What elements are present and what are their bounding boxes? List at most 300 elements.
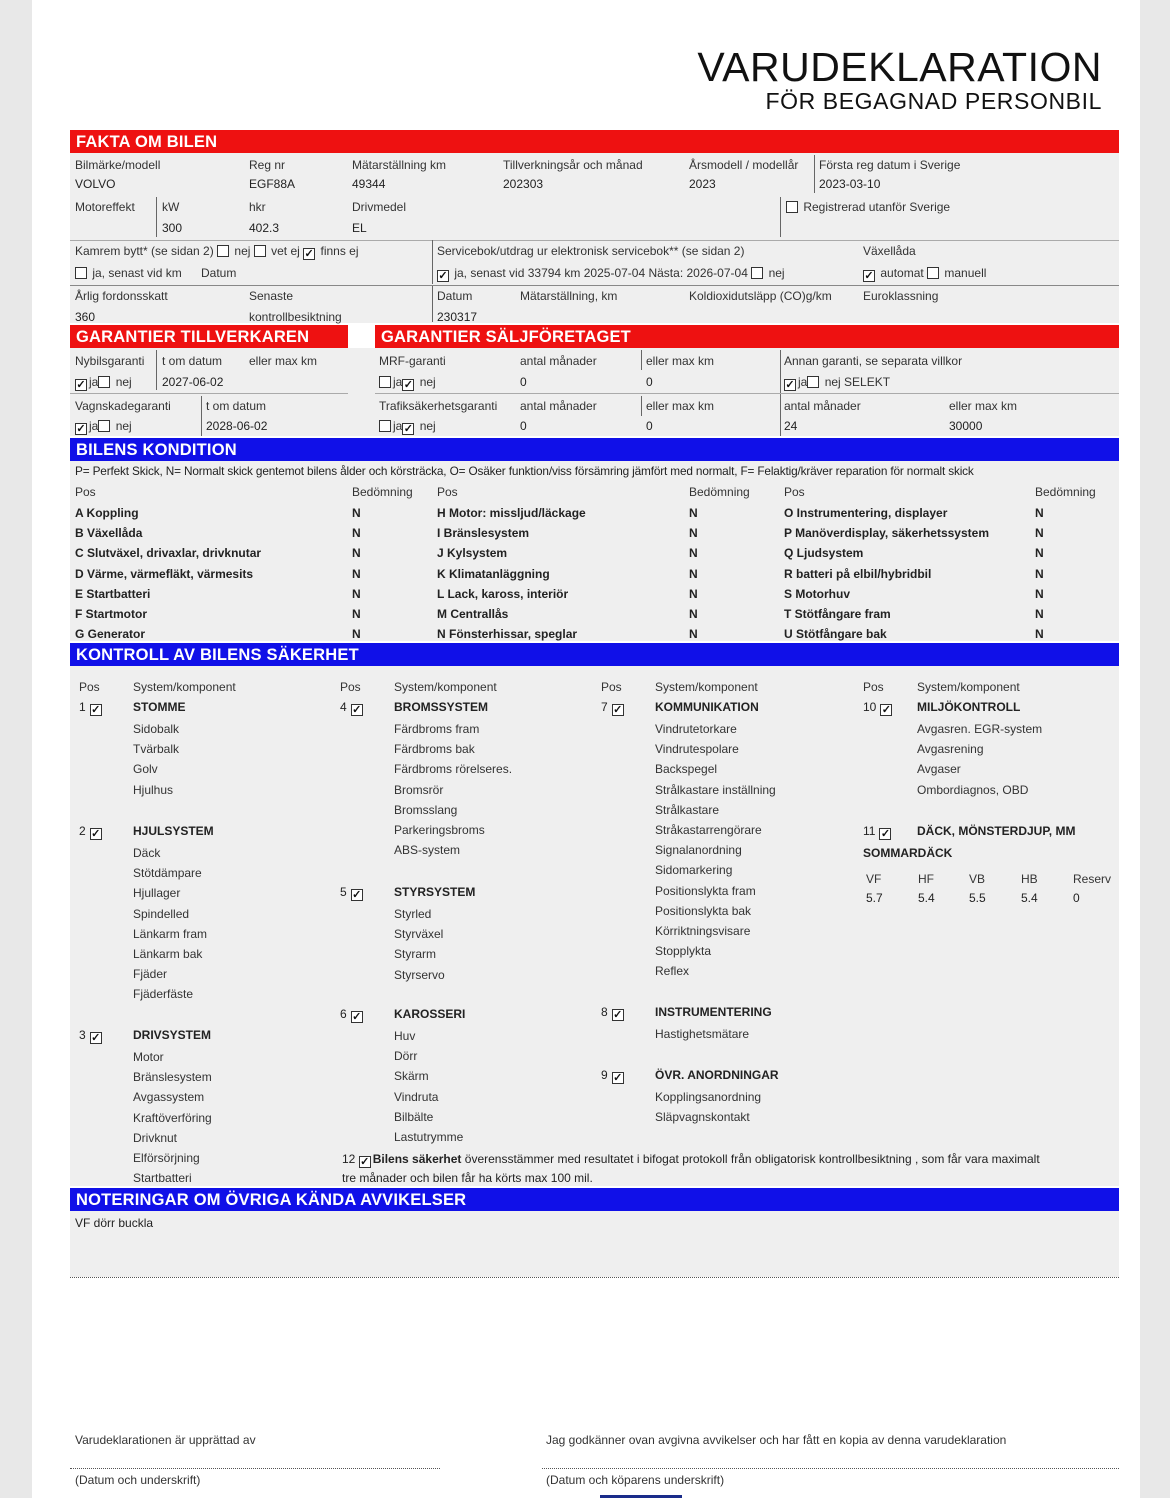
label-vagnskadegaranti: Vagnskadegaranti bbox=[75, 399, 171, 413]
kontroll-item: Dörr bbox=[394, 1049, 418, 1064]
checkbox-kamrem-ja[interactable] bbox=[75, 267, 87, 279]
label-kamrem: Kamrem bytt* (se sidan 2) bbox=[75, 244, 214, 258]
checkbox-icon[interactable]: ✓ bbox=[613, 704, 623, 716]
value-bilmarke[interactable]: VOLVO bbox=[75, 177, 116, 191]
kondition-item: D Värme, värmefläkt, värmesits bbox=[75, 566, 254, 581]
tyre-value[interactable]: 0 bbox=[1073, 891, 1080, 905]
divider bbox=[641, 350, 642, 370]
label-finnsej: finns ej bbox=[320, 244, 359, 258]
kontroll-item: Länkarm bak bbox=[133, 947, 203, 961]
kontroll-group-title: BROMSSYSTEM bbox=[394, 700, 489, 714]
checkbox-pos12[interactable]: ✓ bbox=[360, 1156, 370, 1168]
kontroll-group-title: STOMME bbox=[133, 700, 186, 714]
label-tillv: Tillverkningsår och månad bbox=[503, 158, 643, 172]
label-system-komponent: System/komponent bbox=[133, 680, 236, 694]
kondition-item: N Fönsterhissar, speglar bbox=[437, 627, 578, 642]
value-trafik-km[interactable]: 0 bbox=[646, 419, 653, 433]
label-tom-datum-2: t om datum bbox=[206, 399, 267, 413]
kontroll-pos-checkbox bbox=[601, 700, 626, 716]
label-drivmedel: Drivmedel bbox=[352, 200, 407, 214]
label-antal-manader-3: antal månader bbox=[784, 399, 861, 413]
kontroll-item: Avgassystem bbox=[133, 1090, 205, 1105]
kontroll-item: Strålkastare bbox=[655, 802, 720, 817]
label-ja: ja bbox=[798, 375, 808, 389]
value-skatt[interactable]: 360 bbox=[75, 310, 96, 324]
signature-line-right[interactable] bbox=[542, 1468, 1119, 1469]
kontroll-item: Parkeringsbroms bbox=[394, 823, 485, 837]
kontroll-pos-number: 7 bbox=[601, 700, 608, 714]
kontroll-item: Stopplykta bbox=[655, 944, 712, 959]
label-eller-max-km-4: eller max km bbox=[949, 399, 1018, 413]
label-manuell: manuell bbox=[944, 266, 987, 280]
kontroll-item: Vindrutespolare bbox=[655, 742, 739, 757]
value-annan-km[interactable]: 30000 bbox=[949, 419, 983, 433]
kondition-rating[interactable]: N bbox=[352, 526, 361, 541]
label-pos: Pos bbox=[79, 680, 100, 694]
vaxellada-row bbox=[863, 266, 986, 282]
kontroll-item: Släpvagnskontakt bbox=[655, 1110, 750, 1125]
kontroll-item: Färdbroms rörelseres. bbox=[394, 762, 513, 777]
kontroll-pos-checkbox bbox=[79, 1028, 104, 1044]
label-pos-1: Pos bbox=[75, 485, 96, 499]
label-ja-senast: ja, senast vid km bbox=[92, 266, 182, 280]
value-service-ja[interactable]: ja, senast vid 33794 km 2025-07-04 Nästa: 2026-07-04 bbox=[454, 266, 748, 280]
kontroll-item: Spindelled bbox=[133, 906, 190, 921]
kontroll-item: Huv bbox=[394, 1029, 416, 1043]
label-system-komponent: System/komponent bbox=[655, 680, 758, 694]
kondition-rating[interactable]: N bbox=[352, 607, 361, 621]
kamrem-ja-row bbox=[75, 266, 182, 280]
kontroll-item: Kopplingsanordning bbox=[655, 1090, 762, 1104]
kontroll-group-title: STYRSYSTEM bbox=[394, 885, 476, 899]
kontroll-pos-number: 8 bbox=[601, 1005, 608, 1019]
kontroll-item: Strålkastare inställning bbox=[655, 782, 776, 797]
label-godkanner: Jag godkänner ovan avgivna avvikelser och har fått en kopia av denna varudeklaration bbox=[546, 1433, 1007, 1447]
section-garanti-tillverkaren: GARANTIER TILLVERKAREN bbox=[70, 325, 348, 348]
kontroll-item: Drivknut bbox=[133, 1130, 178, 1145]
checkbox-trafik-nej[interactable]: ✓ bbox=[403, 423, 413, 435]
kontroll-item: Styrväxel bbox=[394, 927, 444, 942]
value-annan-manader[interactable]: 24 bbox=[784, 419, 798, 433]
label-pos: Pos bbox=[601, 680, 622, 694]
value-mrf-km[interactable]: 0 bbox=[646, 375, 653, 389]
checkbox-icon[interactable]: ✓ bbox=[352, 1011, 362, 1023]
kontroll-item: Avgaser bbox=[917, 762, 961, 777]
kamrem-row bbox=[75, 244, 359, 260]
kondition-legend: P= Perfekt Skick, N= Normalt skick gentemot bilens ålder och körsträcka, O= Osäker funktion/viss försämring jämfört med normalt, F= Felaktig/kräver reparation för normalt skick bbox=[75, 464, 974, 478]
label-antal-manader: antal månader bbox=[520, 354, 597, 368]
section-garanti-saljforetaget: GARANTIER SÄLJFÖRETAGET bbox=[375, 325, 1119, 348]
label-eller-max-km-2: eller max km bbox=[646, 354, 715, 368]
pos12-number: 12 bbox=[342, 1152, 356, 1166]
kontroll-item: Länkarm fram bbox=[133, 926, 208, 941]
checkbox-icon[interactable]: ✓ bbox=[613, 1009, 623, 1021]
label-mrf: MRF-garanti bbox=[379, 354, 446, 368]
kontroll-pos-number: 2 bbox=[79, 824, 86, 838]
checkbox-icon[interactable]: ✓ bbox=[352, 889, 362, 901]
noteringar-background bbox=[70, 1211, 1119, 1277]
signature-line-left[interactable] bbox=[70, 1468, 440, 1469]
kondition-rating[interactable]: N bbox=[352, 506, 361, 520]
divider bbox=[641, 396, 642, 416]
label-bedomning-1: Bedömning bbox=[352, 485, 413, 499]
mrf-janej bbox=[379, 375, 436, 391]
kontroll-item: Bromsrör bbox=[394, 782, 444, 797]
kontroll-item: Sidomarkering bbox=[655, 863, 733, 878]
kontroll-item: Tvärbalk bbox=[133, 742, 180, 757]
label-forsta-reg: Första reg datum i Sverige bbox=[819, 158, 961, 172]
kontroll-item: Körriktningsvisare bbox=[655, 924, 751, 938]
label-bilmarke: Bilmärke/modell bbox=[75, 158, 161, 172]
checkbox-icon[interactable]: ✓ bbox=[613, 1072, 623, 1084]
kontroll-pos-number: 6 bbox=[340, 1007, 347, 1021]
value-mrf-manader[interactable]: 0 bbox=[520, 375, 527, 389]
checkbox-mrf-ja[interactable] bbox=[379, 376, 391, 388]
kontroll-item: Lastutrymme bbox=[394, 1130, 464, 1144]
divider bbox=[780, 393, 1119, 394]
checkbox-icon[interactable]: ✓ bbox=[91, 704, 101, 716]
value-forsta-reg[interactable]: 2023-03-10 bbox=[819, 177, 881, 191]
kontroll-group-title: HJULSYSTEM bbox=[133, 824, 214, 838]
kontroll-item: Däck bbox=[133, 846, 161, 860]
checkbox-vagnskada-ja[interactable]: ✓ bbox=[76, 423, 86, 435]
kontroll-pos-checkbox bbox=[79, 700, 104, 716]
kondition-item: F Startmotor bbox=[75, 607, 147, 621]
kontroll-item: Golv bbox=[133, 762, 158, 777]
section-kontroll: KONTROLL AV BILENS SÄKERHET bbox=[70, 643, 1119, 666]
kontroll-item: Bränslesystem bbox=[133, 1070, 212, 1085]
kondition-rating[interactable]: N bbox=[1035, 607, 1044, 621]
kontroll-item: Hjulhus bbox=[133, 782, 174, 797]
checkbox-icon[interactable]: ✓ bbox=[352, 704, 362, 716]
kondition-rating[interactable]: N bbox=[1035, 546, 1044, 561]
divider bbox=[156, 197, 157, 237]
kondition-rating[interactable]: N bbox=[1035, 627, 1044, 642]
checkbox-vagnskada-nej[interactable] bbox=[98, 420, 110, 432]
label-eller-max-km-3: eller max km bbox=[646, 399, 715, 413]
checkbox-icon[interactable]: ✓ bbox=[880, 828, 891, 840]
kontroll-group-title: ÖVR. ANORDNINGAR bbox=[655, 1068, 779, 1082]
kontroll-pos-checkbox bbox=[340, 700, 365, 716]
label-skatt: Årlig fordonsskatt bbox=[75, 289, 168, 303]
document-title: VARUDEKLARATION bbox=[697, 44, 1102, 90]
kontroll-group-title: MILJÖKONTROLL bbox=[917, 700, 1021, 714]
kontroll-item: Signalanordning bbox=[655, 843, 742, 858]
kontroll-pos-number: 3 bbox=[79, 1028, 86, 1042]
label-nej: nej bbox=[419, 419, 436, 433]
label-pos-3: Pos bbox=[784, 485, 805, 499]
label-euroklass: Euroklassning bbox=[863, 289, 939, 303]
label-service-nej: nej bbox=[768, 266, 785, 280]
kontroll-pos-checkbox bbox=[601, 1005, 626, 1021]
checkbox-utanfor-sverige[interactable] bbox=[786, 200, 950, 214]
kondition-item: R batteri på elbil/hybridbil bbox=[784, 566, 932, 581]
pos12-title: Bilens säkerhet bbox=[372, 1152, 462, 1166]
label-tom-datum: t om datum bbox=[162, 354, 223, 368]
divider bbox=[432, 240, 433, 284]
checkbox-kamrem-vetej[interactable] bbox=[254, 245, 266, 257]
value-vagnskada-datum[interactable]: 2028-06-02 bbox=[206, 419, 268, 433]
kontroll-item: Reflex bbox=[655, 964, 690, 979]
kontroll-item: Fjäder bbox=[133, 967, 168, 982]
kondition-rating[interactable]: N bbox=[1035, 506, 1044, 520]
checkbox-automat[interactable]: ✓ bbox=[864, 270, 874, 282]
kondition-item: M Centrallås bbox=[437, 607, 509, 621]
kondition-rating[interactable]: N bbox=[1035, 526, 1044, 541]
label-automat: automat bbox=[880, 266, 924, 280]
kontroll-pos-number: 1 bbox=[79, 700, 86, 714]
kontroll-item: Positionslykta bak bbox=[655, 903, 752, 918]
value-datum2[interactable]: 230317 bbox=[437, 310, 478, 324]
kondition-item: K Klimatanläggning bbox=[437, 566, 550, 581]
kontroll-item: Sidobalk bbox=[133, 722, 180, 736]
label-nej: nej bbox=[115, 375, 132, 389]
kondition-rating[interactable]: N bbox=[352, 586, 361, 601]
value-trafik-manader[interactable]: 0 bbox=[520, 419, 527, 433]
kontroll-item: Bromsslang bbox=[394, 802, 458, 817]
pos12-text: överensstämmer med resultatet i bifogat protokoll från obligatorisk kontrollbesiktning , som får vara maximalt bbox=[464, 1152, 1040, 1166]
divider bbox=[201, 396, 202, 436]
kontroll-item: Styrarm bbox=[394, 947, 436, 962]
label-vetej: vet ej bbox=[271, 244, 300, 258]
value-nybil-datum[interactable]: 2027-06-02 bbox=[162, 375, 224, 389]
kondition-rating[interactable]: N bbox=[689, 586, 698, 601]
checkbox-icon[interactable]: ✓ bbox=[91, 828, 101, 840]
divider bbox=[70, 240, 1119, 241]
kontroll-item: Skärm bbox=[394, 1069, 429, 1084]
divider bbox=[375, 393, 780, 394]
label-utanfor: Registrerad utanför Sverige bbox=[803, 200, 951, 214]
kondition-item: S Motorhuv bbox=[784, 586, 850, 601]
kontroll-pos-checkbox bbox=[863, 824, 893, 840]
tyre-label: VF bbox=[866, 872, 882, 886]
tyre-value[interactable]: 5.5 bbox=[969, 891, 986, 905]
label-annan-garanti: Annan garanti, se separata villkor bbox=[784, 354, 963, 368]
label-nej: nej bbox=[115, 419, 132, 433]
kondition-rating[interactable]: N bbox=[689, 566, 698, 581]
kontroll-group-title: DÄCK, MÖNSTERDJUP, MM bbox=[917, 824, 1076, 838]
kondition-rating[interactable]: N bbox=[689, 546, 698, 561]
document-subtitle: FÖR BEGAGNAD PERSONBIL bbox=[765, 88, 1102, 114]
value-regnr[interactable]: EGF88A bbox=[249, 177, 296, 191]
kontroll-item: Stråkastarrengörare bbox=[655, 823, 762, 837]
label-arsmodell: Årsmodell / modellår bbox=[689, 158, 799, 172]
document-page bbox=[32, 0, 1140, 1498]
kondition-rating[interactable]: N bbox=[689, 627, 698, 642]
tyre-label: VB bbox=[969, 872, 986, 886]
kontroll-item: Färdbroms fram bbox=[394, 722, 480, 736]
tyre-value[interactable]: 5.4 bbox=[1021, 891, 1038, 905]
label-senaste: Senaste bbox=[249, 289, 294, 303]
servicebok-row bbox=[437, 266, 785, 282]
value-arsmodell[interactable]: 2023 bbox=[689, 177, 716, 191]
kontroll-item: Elförsörjning bbox=[133, 1151, 200, 1165]
kontroll-group-title: INSTRUMENTERING bbox=[655, 1005, 772, 1019]
label-servicebok: Servicebok/utdrag ur elektronisk servicebok** (se sidan 2) bbox=[437, 244, 745, 258]
kondition-item: G Generator bbox=[75, 627, 146, 642]
label-hkr: hkr bbox=[249, 200, 266, 214]
kontroll-item: ABS-system bbox=[394, 843, 461, 858]
kondition-item: I Bränslesystem bbox=[437, 526, 530, 541]
label-bedomning-3: Bedömning bbox=[1035, 485, 1096, 499]
value-tillv[interactable]: 202303 bbox=[503, 177, 544, 191]
kondition-rating[interactable]: N bbox=[1035, 566, 1044, 581]
value-annan-namn[interactable]: SELEKT bbox=[844, 375, 891, 389]
kontroll-pos-number: 4 bbox=[340, 700, 347, 714]
label-motoreffekt: Motoreffekt bbox=[75, 200, 135, 214]
label-nej: nej bbox=[419, 375, 436, 389]
label-datum-underskrift: (Datum och underskrift) bbox=[75, 1473, 201, 1487]
kondition-rating[interactable]: N bbox=[352, 627, 361, 642]
kontroll-item: Startbatteri bbox=[133, 1171, 192, 1186]
tyre-label: HB bbox=[1021, 872, 1038, 886]
kondition-item: E Startbatteri bbox=[75, 586, 151, 601]
checkbox-service-nej[interactable] bbox=[751, 267, 763, 279]
checkbox-icon[interactable] bbox=[786, 201, 798, 213]
kondition-item: H Motor: missljud/läckage bbox=[437, 506, 586, 520]
label-koldioxid: Koldioxidutsläpp (CO)g/km bbox=[689, 289, 832, 303]
section-noteringar: NOTERINGAR OM ÖVRIGA KÄNDA AVVIKELSER bbox=[70, 1188, 1119, 1211]
label-ja: ja bbox=[89, 375, 99, 389]
label-eller-max-km: eller max km bbox=[249, 354, 318, 368]
kontroll-pos-number: 5 bbox=[340, 885, 347, 899]
label-datum-koparens-underskrift: (Datum och köparens underskrift) bbox=[546, 1473, 725, 1487]
divider bbox=[814, 155, 815, 193]
annan-janej bbox=[784, 375, 890, 391]
kondition-rating[interactable]: N bbox=[1035, 586, 1044, 601]
kontroll-group-title: KAROSSERI bbox=[394, 1007, 466, 1021]
label-kontrollbesiktning: kontrollbesiktning bbox=[249, 310, 342, 324]
noteringar-line bbox=[70, 1277, 1119, 1278]
kondition-item: U Stötfångare bak bbox=[784, 627, 887, 642]
checkbox-nybil-nej[interactable] bbox=[98, 376, 110, 388]
label-pos: Pos bbox=[863, 680, 884, 694]
kontroll-item: Kraftöverföring bbox=[133, 1110, 212, 1125]
label-trafiksakerhet: Trafiksäkerhetsgaranti bbox=[379, 399, 498, 413]
kondition-rating[interactable]: N bbox=[689, 526, 698, 541]
label-kw: kW bbox=[162, 200, 180, 214]
tyre-label: HF bbox=[918, 872, 934, 886]
trafik-janej bbox=[379, 419, 436, 435]
tyre-label: Reserv bbox=[1073, 872, 1112, 886]
checkbox-kamrem-nej[interactable] bbox=[217, 245, 229, 257]
label-system-komponent: System/komponent bbox=[394, 680, 497, 694]
label-antal-manader-2: antal månader bbox=[520, 399, 597, 413]
checkbox-icon[interactable]: ✓ bbox=[91, 1032, 101, 1044]
checkbox-icon[interactable]: ✓ bbox=[881, 704, 891, 716]
kontroll-pos-number: 11 bbox=[863, 824, 876, 838]
label-datum2: Datum bbox=[437, 289, 473, 303]
kontroll-item: Backspegel bbox=[655, 762, 718, 777]
kontroll-item: Avgasren. EGR-system bbox=[917, 722, 1043, 736]
label-matar: Mätarställning km bbox=[352, 158, 447, 172]
kondition-rating[interactable]: N bbox=[689, 607, 698, 621]
label-matar2: Mätarställning, km bbox=[520, 289, 618, 303]
tyre-value[interactable]: 5.7 bbox=[866, 891, 883, 905]
label-bedomning-2: Bedömning bbox=[689, 485, 750, 499]
value-kw[interactable]: 300 bbox=[162, 221, 183, 235]
label-system-komponent: System/komponent bbox=[917, 680, 1020, 694]
checkbox-service-ja[interactable]: ✓ bbox=[438, 270, 448, 282]
divider bbox=[70, 285, 1119, 286]
kontroll-group-title: DRIVSYSTEM bbox=[133, 1028, 212, 1042]
label-datum: Datum bbox=[201, 266, 237, 280]
kondition-rating[interactable]: N bbox=[689, 506, 698, 520]
pos12-text2: tre månader och bilen får ha körts max 100 mil. bbox=[342, 1171, 593, 1185]
label-nej: nej bbox=[234, 244, 251, 258]
kondition-item: J Kylsystem bbox=[437, 546, 508, 561]
kontroll-item: Stötdämpare bbox=[133, 866, 202, 881]
kontroll-item: Hjullager bbox=[133, 886, 181, 901]
label-sommardack: SOMMARDÄCK bbox=[863, 846, 953, 860]
pos12-row bbox=[342, 1152, 1040, 1168]
kontroll-pos-checkbox bbox=[340, 885, 365, 901]
kontroll-item: Fjäderfäste bbox=[133, 987, 194, 1002]
checkbox-annan-ja[interactable]: ✓ bbox=[785, 379, 795, 391]
label-pos: Pos bbox=[340, 680, 361, 694]
kondition-rating[interactable]: N bbox=[352, 546, 361, 561]
vagnskada-janej bbox=[75, 419, 132, 435]
label-vaxellada: Växellåda bbox=[863, 244, 916, 258]
checkbox-kamrem-finnsej[interactable]: ✓ bbox=[304, 248, 314, 260]
checkbox-annan-nej[interactable] bbox=[807, 376, 819, 388]
noteringar-text[interactable]: VF dörr buckla bbox=[75, 1216, 154, 1230]
section-kondition: BILENS KONDITION bbox=[70, 438, 1119, 461]
value-drivmedel[interactable]: EL bbox=[352, 221, 367, 235]
kontroll-item: Ombordiagnos, OBD bbox=[917, 782, 1029, 797]
checkbox-manuell[interactable] bbox=[927, 267, 939, 279]
kondition-rating[interactable]: N bbox=[352, 566, 361, 581]
kontroll-item: Vindruta bbox=[394, 1089, 439, 1104]
nybil-janej bbox=[75, 375, 132, 391]
value-hkr[interactable]: 402.3 bbox=[249, 221, 280, 235]
kontroll-item: Motor bbox=[133, 1050, 164, 1064]
label-ja: ja bbox=[393, 375, 403, 389]
kontroll-pos-checkbox bbox=[601, 1068, 626, 1084]
divider bbox=[70, 393, 348, 394]
kontroll-pos-number: 9 bbox=[601, 1068, 608, 1082]
kontroll-pos-checkbox bbox=[863, 700, 894, 716]
checkbox-mrf-nej[interactable]: ✓ bbox=[403, 379, 413, 391]
label-regnr: Reg nr bbox=[249, 158, 286, 172]
kondition-item: O Instrumentering, displayer bbox=[784, 506, 948, 520]
kontroll-pos-checkbox bbox=[340, 1007, 365, 1023]
kontroll-item: Vindrutetorkare bbox=[655, 722, 737, 736]
kontroll-item: Styrservo bbox=[394, 967, 445, 982]
kondition-item: T Stötfångare fram bbox=[784, 607, 891, 621]
label-pos-2: Pos bbox=[437, 485, 458, 499]
kontroll-item: Hastighetsmätare bbox=[655, 1027, 750, 1041]
checkbox-nybil-ja[interactable]: ✓ bbox=[76, 379, 86, 391]
divider bbox=[432, 286, 433, 322]
kontroll-pos-number: 10 bbox=[863, 700, 877, 714]
divider bbox=[156, 350, 157, 390]
kontroll-item: Bilbälte bbox=[394, 1109, 434, 1124]
checkbox-trafik-ja[interactable] bbox=[379, 420, 391, 432]
value-matar[interactable]: 49344 bbox=[352, 177, 386, 191]
kondition-item: B Växellåda bbox=[75, 526, 143, 541]
kontroll-item: Avgasrening bbox=[917, 742, 984, 757]
kontroll-item: Positionslykta fram bbox=[655, 883, 756, 898]
label-upprattad-av: Varudeklarationen är upprättad av bbox=[75, 1433, 256, 1447]
label-ja: ja bbox=[393, 419, 403, 433]
kondition-item: A Koppling bbox=[75, 506, 139, 520]
tyre-value[interactable]: 5.4 bbox=[918, 891, 935, 905]
kondition-item: Q Ljudsystem bbox=[784, 546, 864, 561]
divider bbox=[780, 197, 781, 237]
kondition-item: L Lack, kaross, interiör bbox=[437, 586, 569, 601]
label-ja: ja bbox=[89, 419, 99, 433]
